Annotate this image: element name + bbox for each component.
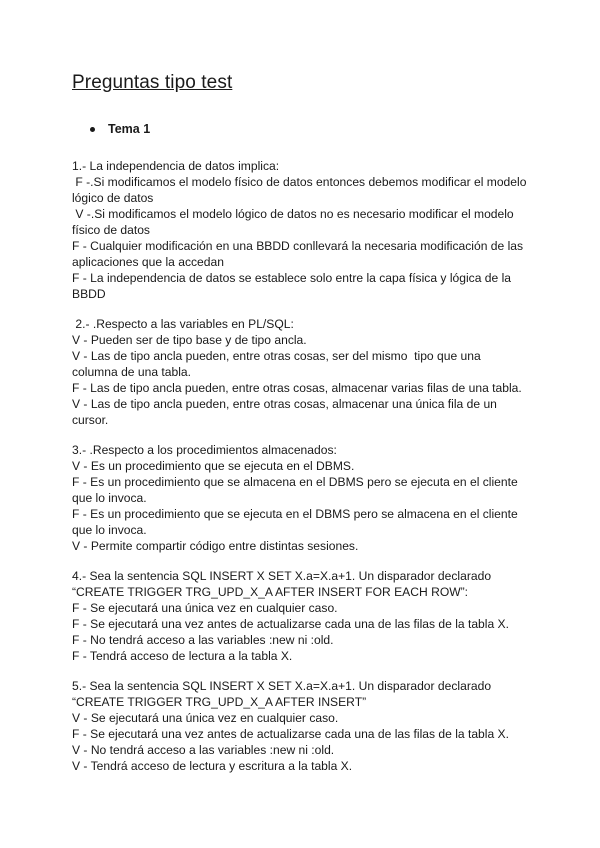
answer-line: físico de datos [72,223,150,237]
question-block [72,568,542,664]
question-text: 1.- La independencia de datos implica: [72,159,280,173]
answer-line: “CREATE TRIGGER TRG_UPD_X_A AFTER INSERT FOR EACH ROW”: [72,585,469,599]
answer-line: F - No tendrá acceso a las variables :new ni :old. [72,633,334,647]
answer-line: cursor. [72,413,109,427]
answer-line: V - No tendrá acceso a las variables :new ni :old. [72,743,335,757]
answer-line: F - Las de tipo ancla pueden, entre otras cosas, almacenar varias filas de una tabla. [72,381,522,395]
bullet-dot-icon [90,127,95,132]
answer-line: F - Cualquier modificación en una BBDD conllevará la necesaria modificación de las [72,239,524,253]
question-block [72,316,542,428]
answer-line: V - Permite compartir código entre distintas sesiones. [72,539,359,553]
answer-line: V - Las de tipo ancla pueden, entre otras cosas, ser del mismo tipo que una [72,349,481,363]
answer-line: que lo invoca. [72,523,147,537]
answer-line: F - Se ejecutará una única vez en cualquier caso. [72,601,338,615]
section-heading: Tema 1 [108,122,151,136]
question-list [72,158,542,774]
question-block [72,678,542,774]
answer-line: BBDD [72,287,106,301]
answer-line: F - Se ejecutará una vez antes de actualizarse cada una de las filas de la tabla X. [72,727,509,741]
answer-line: F - Se ejecutará una vez antes de actualizarse cada una de las filas de la tabla X. [72,617,509,631]
question-text: 4.- Sea la sentencia SQL INSERT X SET X.a=X.a+1. Un disparador declarado [72,569,492,583]
document-page [72,72,542,788]
answer-line: “CREATE TRIGGER TRG_UPD_X_A AFTER INSERT” [72,695,367,709]
question-text: 3.- .Respecto a los procedimientos almacenados: [72,443,337,457]
answer-line: V - Pueden ser de tipo base y de tipo ancla. [72,333,307,347]
answer-line: F - Es un procedimiento que se ejecuta en el DBMS pero se almacena en el cliente [72,507,518,521]
question-block [72,158,542,302]
answer-line: V - Se ejecutará una única vez en cualquier caso. [72,711,339,725]
page-title: Preguntas tipo test [72,72,233,93]
question-block [72,442,542,554]
section-bullet [90,122,542,136]
answer-line: V - Es un procedimiento que se ejecuta en el DBMS. [72,459,355,473]
answer-line: F - Tendrá acceso de lectura a la tabla X. [72,649,293,663]
answer-line: F -.Si modificamos el modelo físico de datos entonces debemos modificar el modelo [72,175,527,189]
answer-line: que lo invoca. [72,491,147,505]
answer-line: V - Las de tipo ancla pueden, entre otras cosas, almacenar una única fila de un [72,397,497,411]
answer-line: aplicaciones que la accedan [72,255,224,269]
answer-line: V -.Si modificamos el modelo lógico de datos no es necesario modificar el modelo [72,207,514,221]
answer-line: F - Es un procedimiento que se almacena en el DBMS pero se ejecuta en el cliente [72,475,518,489]
answer-line: F - La independencia de datos se establece solo entre la capa física y lógica de la [72,271,512,285]
question-text: 5.- Sea la sentencia SQL INSERT X SET X.a=X.a+1. Un disparador declarado [72,679,492,693]
answer-line: columna de una tabla. [72,365,192,379]
question-text: 2.- .Respecto a las variables en PL/SQL: [72,317,294,331]
answer-line: lógico de datos [72,191,154,205]
answer-line: V - Tendrá acceso de lectura y escritura a la tabla X. [72,759,353,773]
